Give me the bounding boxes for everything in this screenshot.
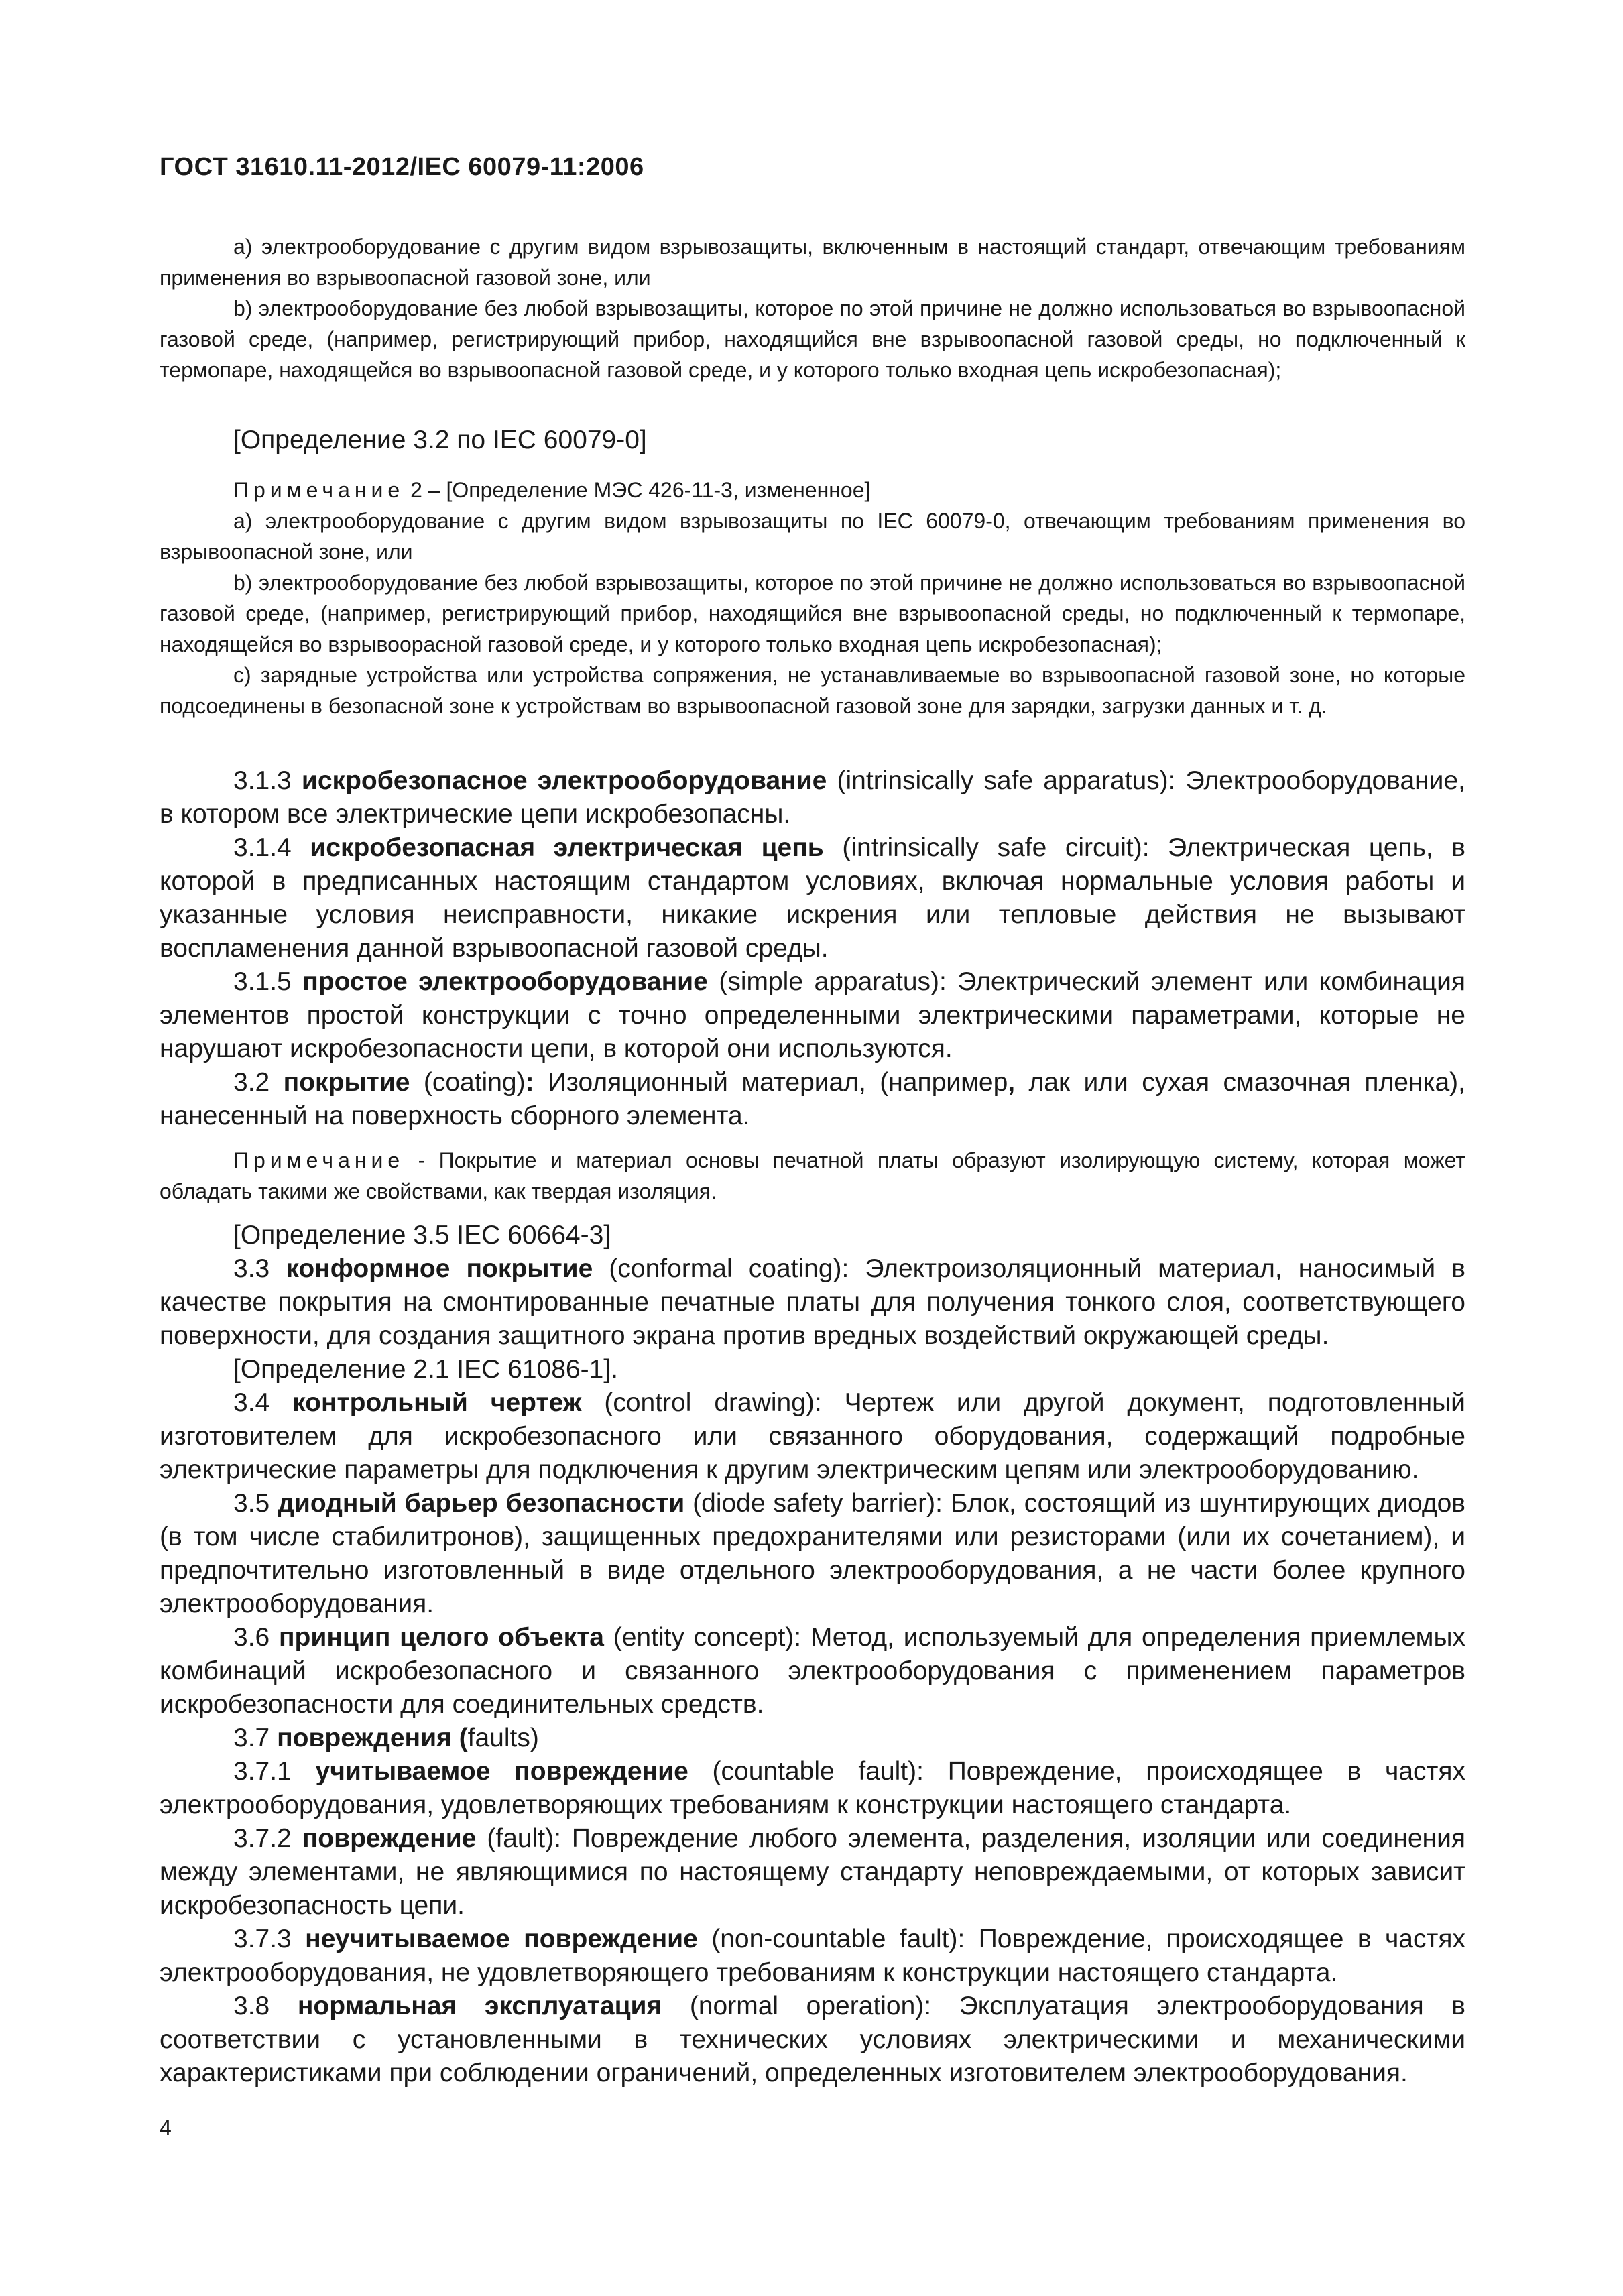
text-run: (diode safety barrier): Блок, состоящий из шунтирующих диодов (в том числе стабилитронов), защищенных предохранителями или резисторами (или их сочетанием), и предпочтительно изготовленный в виде отдельного электрооборудования, а не части более крупного электрооборудования. <box>160 1489 1465 1618</box>
text-run: [Определение 3.5 IEC 60664-3] <box>233 1221 611 1250</box>
text-run: (coating) <box>410 1068 526 1097</box>
paragraph <box>160 764 1465 831</box>
text-run: faults) <box>467 1724 539 1752</box>
paragraph <box>160 1822 1465 1923</box>
text-run: (control drawing): Чертеж или другой документ, подготовленный изготовителем для искробезопасного или связанного оборудования, содержащий подробные электрические параметры для подключения к другим электрическим цепям или электрооборудованию. <box>160 1388 1465 1484</box>
term-bold: : <box>525 1068 534 1097</box>
paragraph <box>160 1353 1465 1386</box>
note-label: Примечание <box>233 478 405 502</box>
text-run: 3.7 <box>233 1724 278 1752</box>
text-block <box>160 424 1465 457</box>
paragraph <box>160 831 1465 965</box>
term-bold: контрольный чертеж <box>292 1388 582 1417</box>
term-bold: повреждение <box>302 1824 477 1853</box>
text-run: b) электрооборудование без любой взрывозащиты, которое по этой причине не должно использоваться во взрывоопасной газовой среде, (например, регистрирующий прибор, находящийся вне взрывоопасной газовой среды, но подключенный к термопаре, находящейся во взрывоопасной газовой среде, и у которого только входная цепь искробезопасная); <box>160 296 1465 382</box>
paragraph <box>160 293 1465 385</box>
text-run: 3.7.3 <box>233 1925 306 1953</box>
text-block <box>160 1219 1465 2090</box>
term-bold: , <box>1008 1068 1016 1097</box>
text-run: (non-countable fault): Повреждение, происходящее в частях электрооборудования, не удовлетворяющего требованиям к конструкции настоящего стандарта. <box>160 1925 1465 1987</box>
text-run: (normal operation): Эксплуатация электрооборудования в соответствии с установленными в технических условиях электрическими и механическими характеристиками при соблюдении ограничений, определенных изготовителем электрооборудования. <box>160 1992 1465 2088</box>
paragraph <box>160 660 1465 721</box>
text-run: лак или сухая смазочная пленка), нанесенный на поверхность сборного элемента. <box>160 1068 1465 1130</box>
text-block <box>160 764 1465 1133</box>
text-run: 3.1.3 <box>233 766 302 795</box>
text-run: 3.6 <box>233 1623 279 1652</box>
text-run: a) электрооборудование с другим видом взрывозащиты по IEC 60079-0, отвечающим требованиям применения во взрывоопасной зоне, или <box>160 509 1466 564</box>
text-run: - Покрытие и материал основы печатной платы образуют изолирующую систему, которая может обладать такими же свойствами, как твердая изоляция. <box>160 1148 1465 1203</box>
term-bold: конформное покрытие <box>286 1254 593 1283</box>
paragraph <box>160 231 1465 293</box>
text-run: (fault): Повреждение любого элемента, разделения, изоляции или соединения между элементами, не являющимися по настоящему стандарту неповреждаемыми, от которых зависит искробезопасность цепи. <box>160 1824 1465 1920</box>
text-run: 3.4 <box>233 1388 293 1417</box>
paragraph <box>160 1252 1465 1353</box>
text-run: Изоляционный материал, (например <box>534 1068 1008 1097</box>
paragraph <box>160 505 1465 567</box>
text-run: [Определение 3.2 по IEC 60079-0] <box>233 426 647 455</box>
text-block <box>160 475 1465 721</box>
paragraph <box>160 1219 1465 1252</box>
term-bold: принцип целого объекта <box>278 1623 604 1652</box>
paragraph <box>160 1066 1465 1133</box>
text-run: 3.7.2 <box>233 1824 302 1853</box>
text-run: 3.2 <box>233 1068 284 1097</box>
paragraph <box>160 1621 1465 1721</box>
text-run: 3.1.4 <box>233 833 310 862</box>
term-bold: покрытие <box>283 1068 410 1097</box>
term-bold: нормальная эксплуатация <box>297 1992 662 2020</box>
term-bold: повреждения ( <box>277 1724 468 1752</box>
note-label: Примечание <box>233 1148 405 1172</box>
paragraph <box>160 1721 1465 1755</box>
term-bold: учитываемое повреждение <box>315 1757 688 1786</box>
text-run: (entity concept): Метод, используемый для определения приемлемых комбинаций искробезопасного и связанного электрооборудования с применением параметров искробезопасности для соединительных средств. <box>160 1623 1465 1719</box>
document-header: ГОСТ 31610.11-2012/IEC 60079-11:2006 <box>160 153 644 181</box>
text-run: a) электрооборудование с другим видом взрывозащиты, включенным в настоящий стандарт, отвечающим требованиям применения во взрывоопасной газовой зоне, или <box>160 235 1465 290</box>
text-run: 2 – [Определение МЭС 426-11-3, измененное] <box>404 478 871 502</box>
text-run: 3.7.1 <box>233 1757 316 1786</box>
text-block <box>160 231 1465 385</box>
paragraph <box>160 1990 1465 2090</box>
text-run: 3.1.5 <box>233 967 303 996</box>
text-run: 3.8 <box>233 1992 298 2020</box>
term-bold: искробезопасное электрооборудование <box>301 766 827 795</box>
paragraph <box>160 965 1465 1066</box>
paragraph <box>160 1487 1465 1621</box>
paragraph <box>160 1923 1465 1990</box>
paragraph <box>160 567 1465 660</box>
term-bold: неучитываемое повреждение <box>305 1925 698 1953</box>
text-run: (intrinsically safe apparatus): Электрооборудование, в котором все электрические цепи искробезопасны. <box>160 766 1465 829</box>
text-run: (countable fault): Повреждение, происходящее в частях электрооборудования, удовлетворяющих требованиям к конструкции настоящего стандарта. <box>160 1757 1466 1819</box>
text-run: 3.5 <box>233 1489 278 1518</box>
term-bold: простое электрооборудование <box>302 967 708 996</box>
paragraph <box>160 1145 1465 1207</box>
paragraph <box>160 1755 1465 1822</box>
text-block <box>160 1145 1465 1207</box>
text-run: (intrinsically safe circuit): Электрическая цепь, в которой в предписанных настоящим стандартом условиях, включая нормальные условия работы и указанные условия неисправности, никакие искрения или тепловые действия не вызывают воспламенения данной взрывоопасной газовой среды. <box>160 833 1466 963</box>
text-run: 3.3 <box>233 1254 286 1283</box>
term-bold: диодный барьер безопасности <box>278 1489 685 1518</box>
paragraph <box>160 1386 1465 1487</box>
paragraph <box>160 475 1465 505</box>
text-run: [Определение 2.1 IEC 61086-1]. <box>233 1355 618 1384</box>
text-run: b) электрооборудование без любой взрывозащиты, которое по этой причине не должно использоваться во взрывоопасной газовой среде, (например, регистрирующий прибор, находящийся вне взрывоопасной среды, но подключенный к термопаре, находящейся во взрывоорасной газовой среде, и у которого только входная цепь искробезопасная); <box>160 570 1465 656</box>
page-number: 4 <box>160 2116 172 2140</box>
text-run: (simple apparatus): Электрический элемент или комбинация элементов простой конструкции с точно определенными электрическими параметрами, которые не нарушают искробезопасности цепи, в которой они используются. <box>160 967 1465 1063</box>
text-run: (conformal coating): Электроизоляционный материал, наносимый в качестве покрытия на смонтированные печатные платы для получения тонкого слоя, соответствующего поверхности, для создания защитного экрана против вредных воздействий окружающей среды. <box>160 1254 1465 1350</box>
text-run: c) зарядные устройства или устройства сопряжения, не устанавливаемые во взрывоопасной газовой зоне, но которые подсоединены в безопасной зоне к устройствам во взрывоопасной газовой зоне для зарядки, загрузки данных и т. д. <box>160 663 1465 718</box>
term-bold: искробезопасная электрическая цепь <box>310 833 824 862</box>
paragraph <box>160 424 1465 457</box>
